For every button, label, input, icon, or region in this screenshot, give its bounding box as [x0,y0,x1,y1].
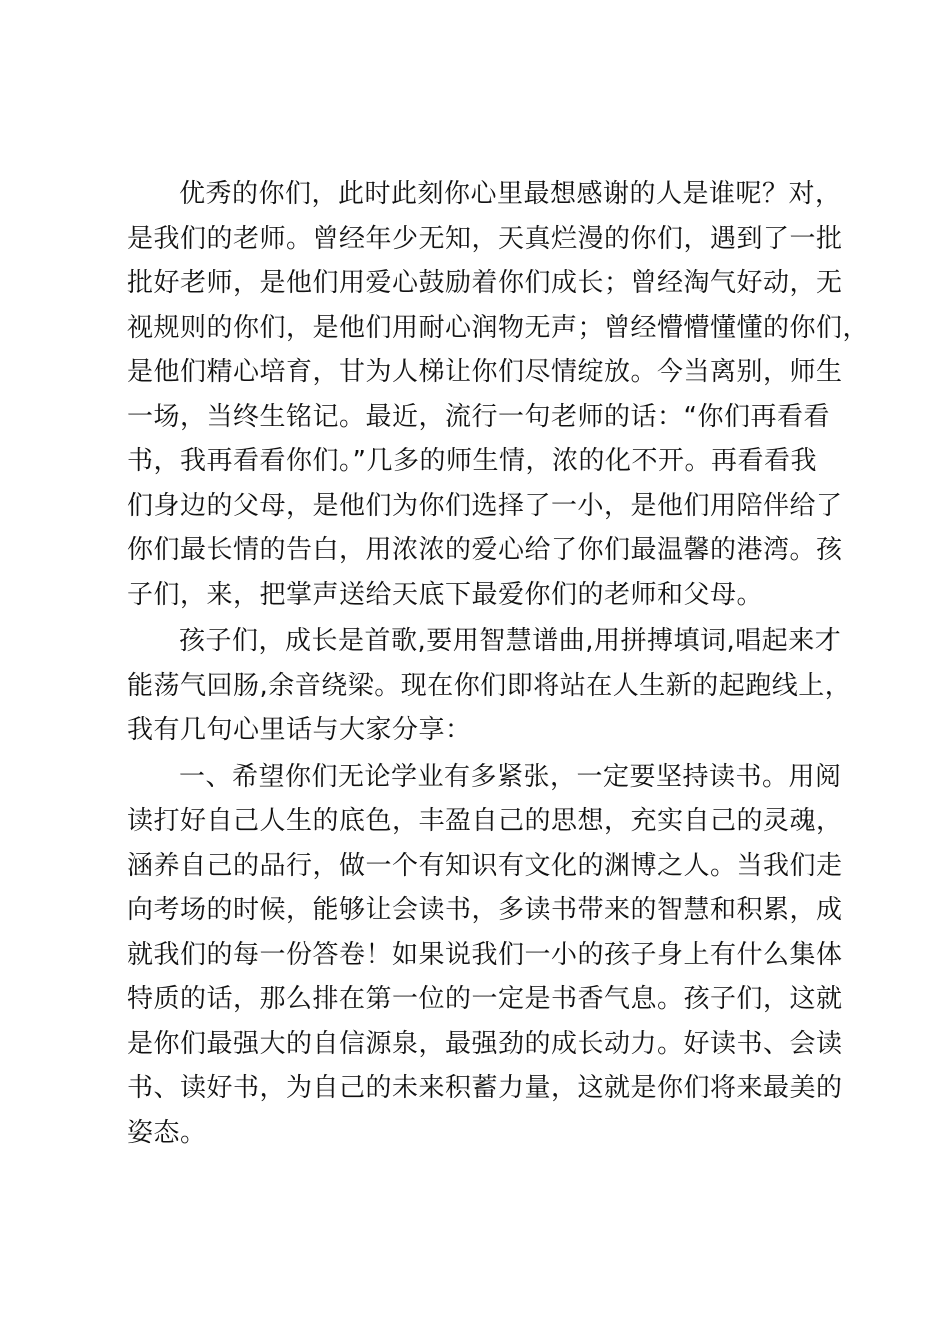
text-line: 是你们最强大的自信源泉，最强劲的成长动力。好读书、会读 [127,1028,843,1059]
text-line: 涵养自己的品行，做一个有知识有文化的渊博之人。当我们走 [127,850,843,881]
paragraph-3 [127,755,843,1156]
text-line: 能荡气回肠,余音绕梁。现在你们即将站在人生新的起跑线上， [127,670,852,701]
text-line: 姿态。 [127,1117,207,1148]
text-line: 书，我再看看你们。”几多的师生情，浓的化不开。再看看我 [127,446,817,476]
text-line: 们身边的父母，是他们为你们选择了一小，是他们用陪伴给了 [127,490,843,521]
text-line: 批好老师，是他们用爱心鼓励着你们成长；曾经淘气好动，无 [127,268,843,298]
text-line: 是他们精心培育，甘为人梯让你们尽情绽放。今当离别，师生 [127,357,843,387]
text-line: 视规则的你们，是他们用耐心润物无声；曾经懵懵懂懂的你们， [127,312,870,343]
text-line: 一、希望你们无论学业有多紧张，一定要坚持读书。用阅 [179,761,842,792]
text-line: 我有几句心里话与大家分享： [127,715,472,745]
text-line: 优秀的你们，此时此刻你心里最想感谢的人是谁呢？对， [179,179,842,209]
text-line: 一场，当终生铭记。最近，流行一句老师的话：“你们再看看 [127,401,830,432]
text-line: 读打好自己人生的底色，丰盈自己的思想，充实自己的灵魂， [127,806,843,836]
paragraph-2 [127,619,852,753]
text-line: 向考场的时候，能够让会读书，多读书带来的智慧和积累，成 [127,895,843,925]
paragraph-1 [127,172,870,617]
text-line: 你们最长情的告白，用浓浓的爱心给了你们最温馨的港湾。孩 [127,535,843,565]
text-line: 孩子们，成长是首歌,要用智慧谱曲,用拼搏填词,唱起来才 [179,626,842,656]
text-line: 子们，来，把掌声送给天底下最爱你们的老师和父母。 [127,579,764,610]
document-page [127,172,870,1157]
text-line: 特质的话，那么排在第一位的一定是书香气息。孩子们，这就 [127,984,843,1014]
text-line: 就我们的每一份答卷！如果说我们一小的孩子身上有什么集体 [127,939,843,970]
text-line: 书、读好书，为自己的未来积蓄力量，这就是你们将来最美的 [127,1073,843,1103]
text-line: 是我们的老师。曾经年少无知，天真烂漫的你们，遇到了一批 [127,223,843,254]
